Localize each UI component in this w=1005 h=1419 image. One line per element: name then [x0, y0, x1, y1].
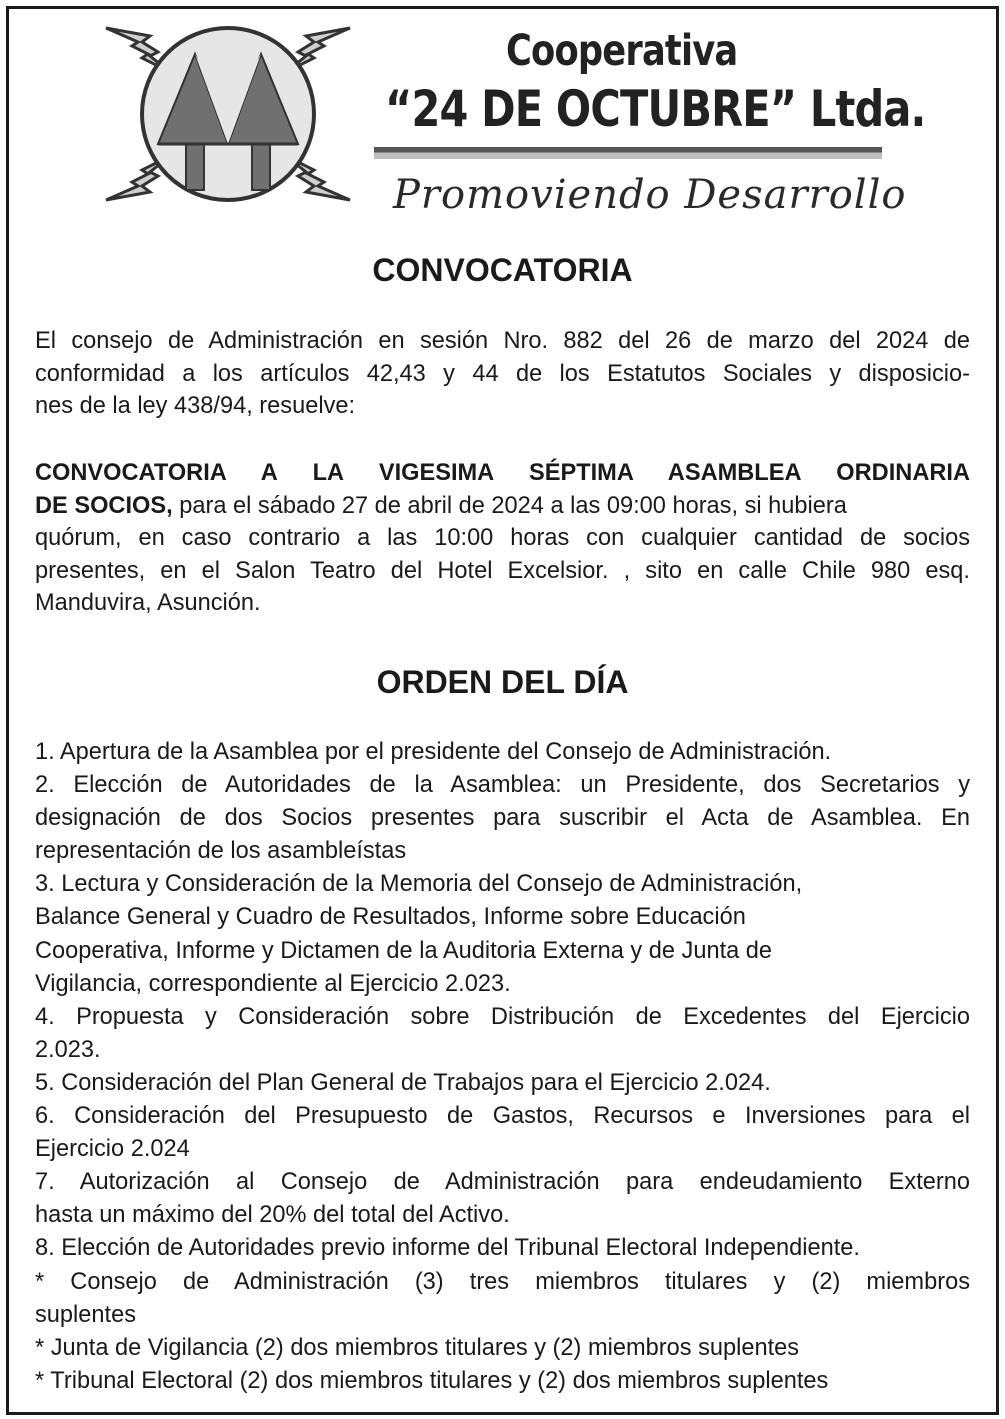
- agenda-line: 2. Elección de Autoridades de la Asamblea: un Presidente, dos Secretarios y: [35, 772, 970, 799]
- agenda-line: representación de los asambleístas: [35, 838, 407, 865]
- agenda-line: 3. Lectura y Consideración de la Memoria del Consejo de Administración,: [35, 871, 803, 898]
- brand-name-line1: Cooperativa: [506, 26, 738, 76]
- agenda-line: 1. Apertura de la Asamblea por el presidente del Consejo de Administración.: [35, 739, 832, 765]
- call-paragraph: [35, 457, 970, 620]
- agenda-line: 4. Propuesta y Consideración sobre Distribución de Excedentes del Ejercicio: [35, 1003, 970, 1030]
- cooperative-logo: [98, 14, 358, 214]
- call-bold-lead: DE SOCIOS,: [35, 492, 173, 519]
- call-line-rest: para el sábado 27 de abril de 2024 a las 09:00 horas, si hubiera: [172, 492, 847, 519]
- convocatoria-title: CONVOCATORIA: [372, 252, 633, 288]
- agenda-line: 7. Autorización al Consejo de Administración para endeudamiento Externo: [35, 1169, 970, 1196]
- agenda-line: * Consejo de Administración (3) tres miembros titulares y (2) miembros: [35, 1268, 970, 1295]
- agenda-line: * Junta de Vigilancia (2) dos miembros titulares y (2) miembros suplentes: [35, 1334, 800, 1361]
- orden-title: ORDEN DEL DÍA: [376, 664, 629, 700]
- brand-slogan: Promoviendo Desarrollo: [393, 172, 907, 218]
- agenda-list: [35, 736, 970, 1398]
- brand-divider: [374, 147, 882, 159]
- intro-line: conformidad a los artículos 42,43 y 44 de los Estatutos Sociales y disposicio-: [35, 360, 970, 387]
- intro-line: El consejo de Administración en sesión Nro. 882 del 26 de marzo del 2024 de: [35, 328, 970, 354]
- brand-name-line2: “24 DE OCTUBRE” Ltda.: [385, 80, 926, 138]
- agenda-line: Balance General y Cuadro de Resultados, Informe sobre Educación: [35, 904, 746, 931]
- agenda-line: 2.023.: [35, 1036, 101, 1063]
- agenda-line: hasta un máximo del 20% del total del Activo.: [35, 1202, 510, 1229]
- call-line: Manduvira, Asunción.: [35, 590, 261, 616]
- call-line: presentes, en el Salon Teatro del Hotel Excelsior. , sito en calle Chile 980 esq.: [35, 557, 970, 584]
- agenda-line: 8. Elección de Autoridades previo informe del Tribunal Electoral Independiente.: [35, 1235, 860, 1262]
- agenda-line: 6. Consideración del Presupuesto de Gastos, Recursos e Inversiones para el: [35, 1103, 970, 1130]
- agenda-line: Vigilancia, correspondiente al Ejercicio 2.023.: [35, 970, 511, 997]
- call-line: quórum, en caso contrario a las 10:00 horas con cualquier cantidad de socios: [35, 525, 970, 551]
- agenda-line: 5. Consideración del Plan General de Trabajos para el Ejercicio 2.024.: [35, 1069, 771, 1096]
- intro-line: nes de la ley 438/94, resuelve:: [35, 393, 356, 419]
- agenda-line: designación de dos Socios presentes para suscribir el Acta de Asamblea. En: [35, 805, 970, 832]
- agenda-line: Ejercicio 2.024: [35, 1136, 190, 1163]
- call-line: [35, 490, 970, 523]
- call-bold-line: CONVOCATORIA A LA VIGESIMA SÉPTIMA ASAMBLEA ORDINARIA: [35, 460, 970, 486]
- intro-paragraph: [35, 325, 970, 423]
- agenda-line: suplentes: [35, 1301, 136, 1328]
- agenda-line: * Tribunal Electoral (2) dos miembros titulares y (2) dos miembros suplentes: [35, 1367, 829, 1394]
- agenda-line: Cooperativa, Informe y Dictamen de la Auditoria Externa y de Junta de: [35, 937, 773, 964]
